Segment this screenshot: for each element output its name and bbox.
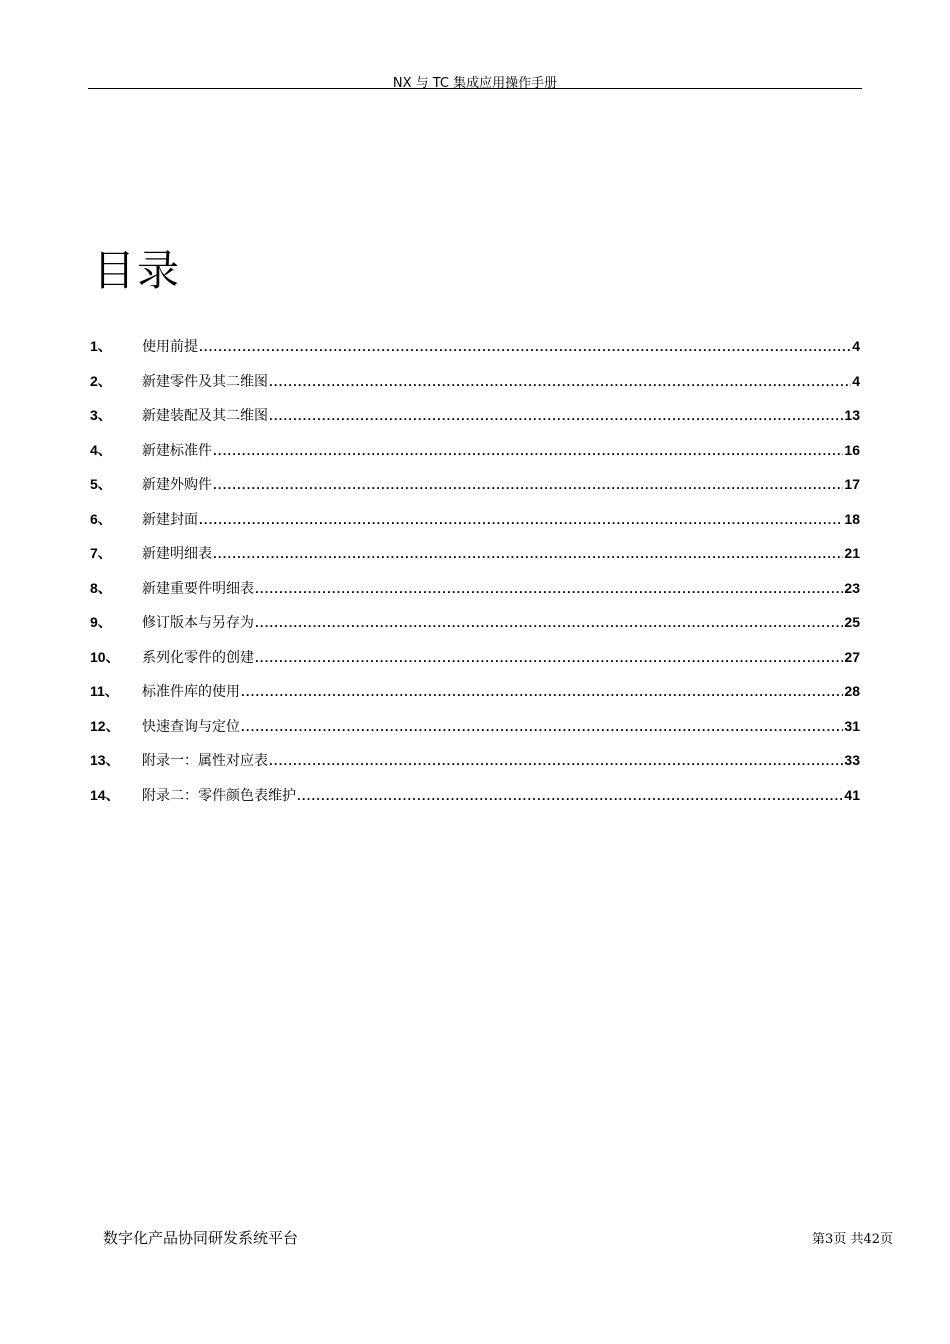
toc-entry-number: 11、 bbox=[90, 683, 119, 699]
toc-entry-number: 12、 bbox=[90, 717, 120, 734]
toc-entry-title: 新建重要件明细表 bbox=[142, 580, 254, 597]
toc-list bbox=[90, 336, 860, 819]
toc-leader-dots bbox=[255, 585, 843, 596]
toc-entry-page: 28 bbox=[844, 683, 860, 699]
toc-entry-number: 9、 bbox=[90, 614, 112, 630]
toc-leader-dots bbox=[269, 757, 843, 768]
toc-leader-dots bbox=[241, 688, 843, 699]
toc-entry-number: 7、 bbox=[90, 545, 112, 561]
toc-entry-number: 6、 bbox=[90, 510, 112, 527]
toc-entry-number: 8、 bbox=[90, 579, 112, 596]
toc-entry-page: 16 bbox=[844, 441, 860, 458]
toc-entry-page: 23 bbox=[844, 579, 860, 596]
toc-entry-title: 新建零件及其二维图 bbox=[142, 373, 268, 390]
toc-leader-dots bbox=[199, 516, 843, 527]
toc-entry-title: 修订版本与另存为 bbox=[142, 615, 254, 631]
toc-entry-number: 3、 bbox=[90, 407, 112, 423]
toc-entry-page: 33 bbox=[844, 752, 860, 768]
toc-entry-title: 系列化零件的创建 bbox=[142, 649, 254, 666]
toc-leader-dots bbox=[255, 654, 843, 665]
toc-entry-number: 2、 bbox=[90, 372, 112, 389]
toc-entry-title: 新建外购件 bbox=[142, 477, 212, 493]
toc-entry[interactable] bbox=[90, 612, 860, 647]
toc-entry-page: 4 bbox=[852, 338, 860, 354]
toc-entry-title: 快速查询与定位 bbox=[142, 718, 240, 735]
toc-entry-page: 17 bbox=[844, 476, 860, 492]
header-divider bbox=[88, 88, 862, 89]
toc-leader-dots bbox=[241, 723, 843, 734]
toc-entry-title: 新建标准件 bbox=[142, 442, 212, 459]
footer-page-number: 第3页 共42页 bbox=[812, 1232, 893, 1247]
toc-entry-number: 1、 bbox=[90, 338, 112, 354]
toc-entry[interactable] bbox=[90, 543, 860, 578]
toc-entry[interactable] bbox=[90, 371, 860, 406]
toc-entry-title: 标准件库的使用 bbox=[142, 684, 240, 700]
toc-heading: 目录 bbox=[93, 246, 182, 295]
toc-leader-dots bbox=[213, 447, 843, 458]
toc-leader-dots bbox=[269, 412, 843, 423]
toc-entry[interactable] bbox=[90, 509, 860, 544]
toc-entry[interactable] bbox=[90, 405, 860, 440]
toc-entry[interactable] bbox=[90, 716, 860, 751]
toc-entry-title: 新建装配及其二维图 bbox=[142, 408, 268, 424]
toc-entry-page: 13 bbox=[844, 407, 860, 423]
toc-entry-number: 5、 bbox=[90, 476, 112, 492]
toc-entry-page: 25 bbox=[844, 614, 860, 630]
toc-entry-number: 14、 bbox=[90, 786, 120, 803]
toc-entry[interactable] bbox=[90, 785, 860, 820]
toc-entry-title: 新建封面 bbox=[142, 511, 198, 528]
toc-entry[interactable] bbox=[90, 647, 860, 682]
toc-leader-dots bbox=[213, 550, 843, 561]
toc-entry[interactable] bbox=[90, 681, 860, 716]
toc-leader-dots bbox=[255, 619, 843, 630]
toc-entry[interactable] bbox=[90, 474, 860, 509]
toc-leader-dots bbox=[213, 481, 843, 492]
toc-entry[interactable] bbox=[90, 336, 860, 371]
footer-platform-name: 数字化产品协同研发系统平台 bbox=[103, 1229, 299, 1247]
toc-leader-dots bbox=[297, 792, 843, 803]
toc-entry-number: 4、 bbox=[90, 441, 112, 458]
toc-leader-dots bbox=[269, 378, 851, 389]
toc-entry-number: 10、 bbox=[90, 648, 120, 665]
document-header-title: NX 与 TC 集成应用操作手册 bbox=[392, 76, 558, 91]
toc-entry-page: 41 bbox=[844, 786, 860, 803]
toc-entry-title: 附录二：零件颜色表维护 bbox=[142, 787, 296, 804]
toc-entry-page: 18 bbox=[844, 510, 860, 527]
toc-entry-page: 31 bbox=[844, 717, 860, 734]
toc-entry-title: 新建明细表 bbox=[142, 546, 212, 562]
toc-entry[interactable] bbox=[90, 578, 860, 613]
toc-entry-page: 27 bbox=[844, 648, 860, 665]
toc-entry[interactable] bbox=[90, 750, 860, 785]
toc-entry-page: 21 bbox=[844, 545, 860, 561]
toc-entry-page: 4 bbox=[852, 372, 860, 389]
toc-entry[interactable] bbox=[90, 440, 860, 475]
toc-entry-number: 13、 bbox=[90, 752, 120, 768]
toc-leader-dots bbox=[199, 343, 851, 354]
toc-entry-title: 附录一：属性对应表 bbox=[142, 753, 268, 769]
toc-entry-title: 使用前提 bbox=[142, 339, 198, 355]
